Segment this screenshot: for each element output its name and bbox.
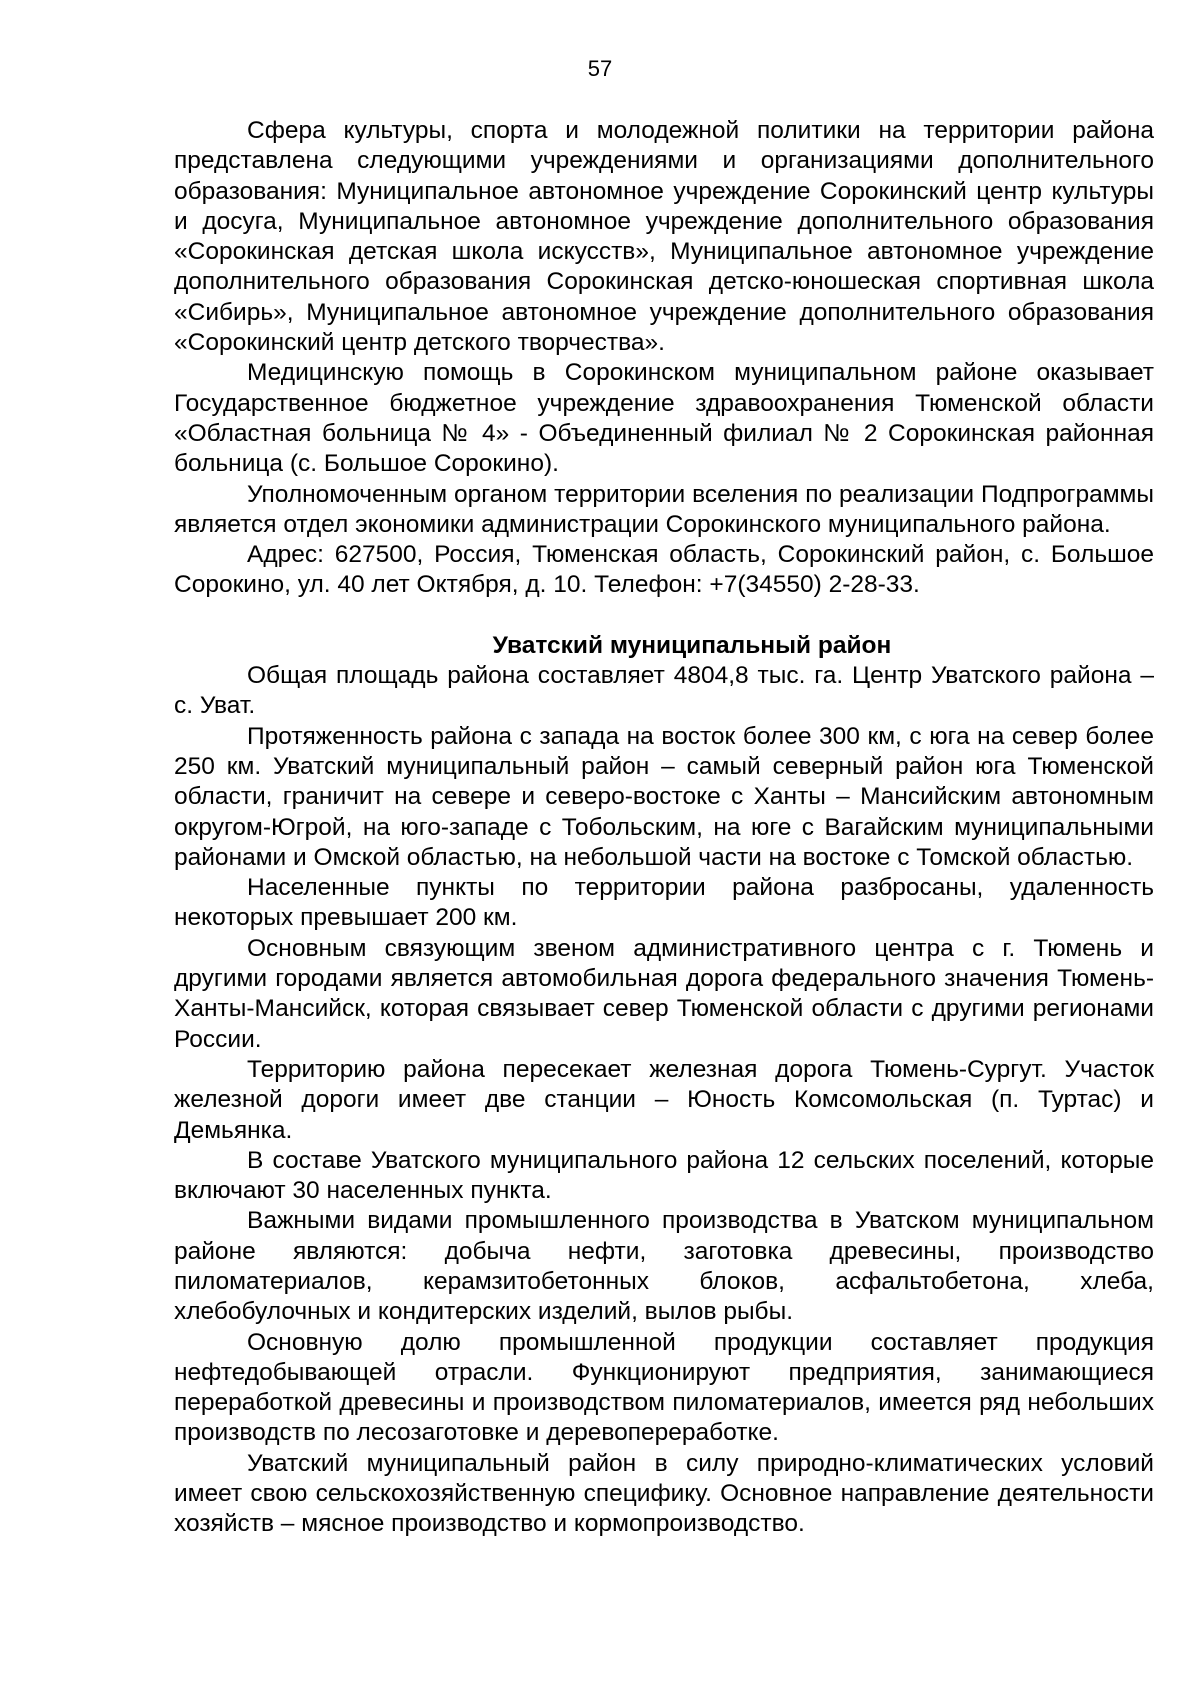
paragraph-extent: Протяженность района с запада на восток более 300 км, с юга на север более 250 км. Уватский муниципальный район – самый северный район юга Тюменской области, граничит на севере и северо-востоке с Ханты – Мансийским автономным округом-Югрой, на юго-западе с Тобольским, на юге с Вагайским муниципальными районами и Омской областью, на небольшой части на востоке с Томской областью. bbox=[174, 722, 1154, 871]
paragraph-address: Адрес: 627500, Россия, Тюменская область, Сорокинский район, с. Большое Сорокино, ул. 40 лет Октября, д. 10. Телефон: +7(34550) 2-28-33. bbox=[174, 541, 1154, 599]
paragraph-agriculture: Уватский муниципальный район в силу природно-климатических условий имеет свою сельскохозяйственную специфику. Основное направление деятельности хозяйств – мясное производство и кормопроизводство. bbox=[174, 1449, 1154, 1538]
document-body bbox=[174, 116, 1154, 1540]
paragraph-railway: Территорию района пересекает железная дорога Тюмень-Сургут. Участок железной дороги имеет две станции – Юность Комсомольская (п. Туртас) и Демьянка. bbox=[174, 1055, 1154, 1144]
paragraph-medical: Медицинскую помощь в Сорокинском муниципальном районе оказывает Государственное бюджетное учреждение здравоохранения Тюменской области «Областная больница № 4» - Объединенный филиал № 2 Сорокинская районная больница (с. Большое Сорокино). bbox=[174, 359, 1154, 478]
section-title: Уватский муниципальный район bbox=[492, 631, 892, 659]
paragraph-road: Основным связующим звеном административного центра с г. Тюмень и другими городами является автомобильная дорога федерального значения Тюмень-Ханты-Мансийск, которая связывает север Тюменской области с другими регионами России. bbox=[174, 934, 1154, 1053]
paragraph-authority: Уполномоченным органом территории вселения по реализации Подпрограммы является отдел экономики администрации Сорокинского муниципального района. bbox=[174, 480, 1154, 538]
paragraph-industry: Важными видами промышленного производства в Уватском муниципальном районе являются: добыча нефти, заготовка древесины, производство пиломатериалов, керамзитобетонных блоков, асфальтобетона, хлеба, хлебобулочных и кондитерских изделий, вылов рыбы. bbox=[174, 1207, 1154, 1326]
page-number: 57 bbox=[587, 56, 613, 81]
paragraph-culture: Сфера культуры, спорта и молодежной политики на территории района представлена следующими учреждениями и организациями дополнительного образования: Муниципальное автономное учреждение Сорокинский центр культуры и досуга, Муниципальное автономное учреждение дополнительного образования «Сорокинская детская школа искусств», Муниципальное автономное учреждение дополнительного образования Сорокинская детско-юношеская спортивная школа «Сибирь», Муниципальное автономное учреждение дополнительного образования «Сорокинский центр детского творчества». bbox=[174, 117, 1154, 357]
paragraph-oil: Основную долю промышленной продукции составляет продукция нефтедобывающей отрасли. Функционируют предприятия, занимающиеся переработкой древесины и производством пиломатериалов, имеется ряд небольших производств по лесозаготовке и деревопереработке. bbox=[174, 1328, 1154, 1447]
paragraph-municipalities: В составе Уватского муниципального района 12 сельских поселений, которые включают 30 населенных пункта. bbox=[174, 1146, 1154, 1205]
paragraph-settlements-distance: Населенные пункты по территории района разбросаны, удаленность некоторых превышает 200 км. bbox=[174, 874, 1154, 932]
paragraph-area: Общая площадь района составляет 4804,8 тыс. га. Центр Уватского района – с. Уват. bbox=[174, 662, 1154, 720]
